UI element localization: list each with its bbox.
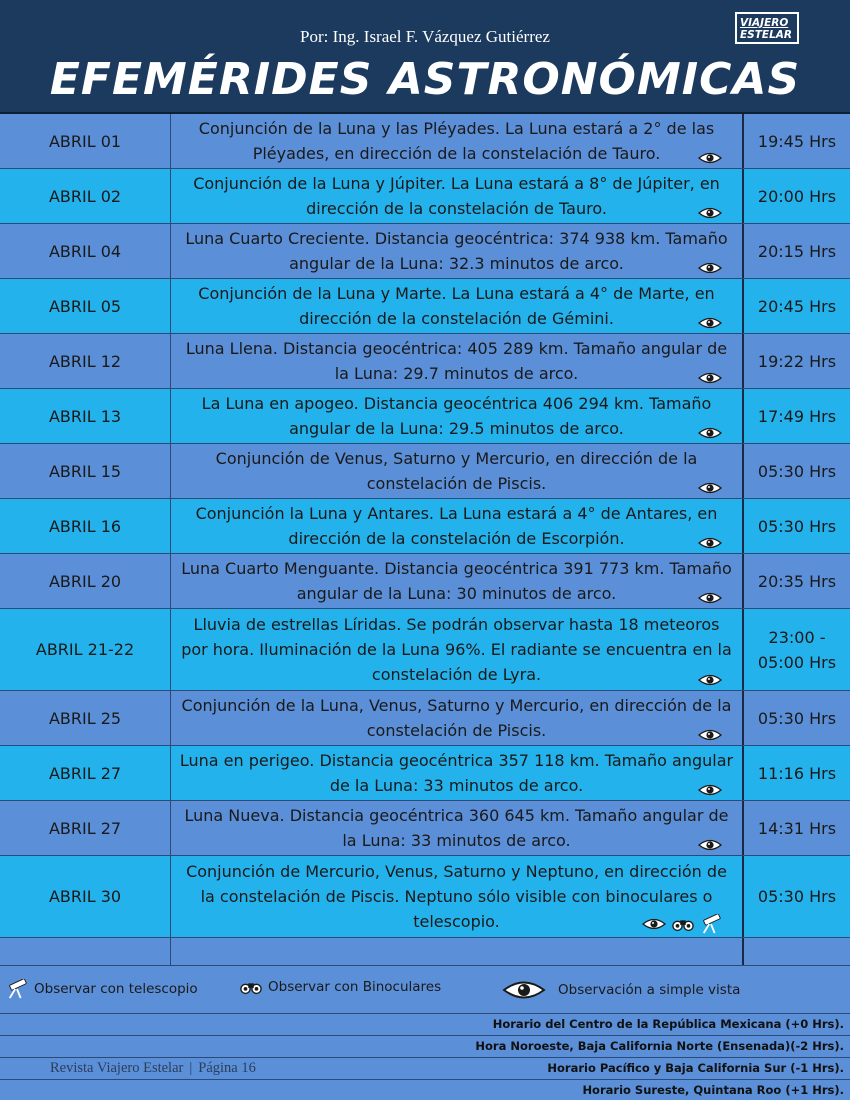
observation-icons bbox=[698, 728, 722, 742]
observation-icons bbox=[698, 838, 722, 852]
observation-icons bbox=[698, 591, 722, 605]
event-description bbox=[171, 224, 744, 278]
table-row bbox=[0, 609, 850, 691]
event-time: 19:22 Hrs bbox=[757, 351, 837, 371]
table-row bbox=[0, 444, 850, 499]
event-date: ABRIL 12 bbox=[0, 334, 171, 388]
event-date: ABRIL 27 bbox=[0, 746, 171, 800]
page-title: EFEMÉRIDES ASTRONÓMICAS bbox=[49, 54, 801, 105]
eye-icon bbox=[698, 481, 722, 495]
observation-icons bbox=[698, 783, 722, 797]
logo-line-2: ESTELAR bbox=[740, 29, 792, 41]
event-description bbox=[171, 334, 744, 388]
eye-icon bbox=[698, 536, 722, 550]
table-row bbox=[0, 499, 850, 554]
legend-eye bbox=[502, 979, 740, 1001]
legend-binoculars bbox=[240, 979, 441, 995]
eye-icon bbox=[698, 371, 722, 385]
event-description-text: Luna en perigeo. Distancia geocéntrica 357 118 km. Tamaño angular de la Luna: 33 minutos de arco. bbox=[179, 751, 734, 795]
event-description-text: Luna Llena. Distancia geocéntrica: 405 289 km. Tamaño angular de la Luna: 29.7 minutos de arco. bbox=[185, 339, 728, 383]
timezone-note: Hora Noroeste, Baja California Norte (Ensenada)(-2 Hrs). bbox=[0, 1035, 850, 1057]
event-time: 20:00 Hrs bbox=[757, 186, 837, 206]
eye-icon bbox=[642, 917, 666, 931]
event-description-text: Conjunción de la Luna y Júpiter. La Luna estará a 8° de Júpiter, en dirección de la constelación de Tauro. bbox=[193, 174, 720, 218]
event-time: 05:30 Hrs bbox=[757, 461, 837, 481]
event-description-text: Luna Nueva. Distancia geocéntrica 360 645 km. Tamaño angular de la Luna: 33 minutos de arco. bbox=[184, 806, 729, 850]
table-row bbox=[0, 334, 850, 389]
event-time: 20:15 Hrs bbox=[757, 241, 837, 261]
table-row bbox=[0, 279, 850, 334]
page-number: Página 16 bbox=[198, 1060, 256, 1076]
eye-icon bbox=[698, 673, 722, 687]
event-description-text: Luna Cuarto Creciente. Distancia geocéntrica: 374 938 km. Tamaño angular de la Luna: 32.3 minutos de arco. bbox=[185, 229, 728, 273]
observation-icons bbox=[698, 316, 722, 330]
legend-eye-label: Observación a simple vista bbox=[558, 982, 741, 998]
event-time: 23:00 - 05:00 Hrs bbox=[757, 627, 837, 672]
eye-icon bbox=[698, 316, 722, 330]
event-description bbox=[171, 499, 744, 553]
eye-icon bbox=[698, 426, 722, 440]
event-description-text: Conjunción de Mercurio, Venus, Saturno y Neptuno, en dirección de la constelación de Piscis. Neptuno sólo visible con binoculares o telescopio. bbox=[186, 862, 727, 931]
ephemeris-table bbox=[0, 114, 850, 966]
event-time: 05:30 Hrs bbox=[757, 887, 837, 906]
table-row bbox=[0, 856, 850, 938]
event-description-text: La Luna en apogeo. Distancia geocéntrica 406 294 km. Tamaño angular de la Luna: 29.5 minutos de arco. bbox=[201, 394, 712, 438]
observation-icons bbox=[698, 673, 722, 687]
event-time: 05:30 Hrs bbox=[757, 516, 837, 536]
event-date: ABRIL 02 bbox=[0, 169, 171, 223]
eye-icon bbox=[698, 783, 722, 797]
event-description bbox=[171, 169, 744, 223]
viajero-estelar-logo bbox=[735, 12, 799, 44]
observation-icons bbox=[642, 914, 722, 934]
event-date: ABRIL 15 bbox=[0, 444, 171, 498]
event-description bbox=[171, 691, 744, 745]
timezone-note: Horario Pacífico y Baja California Sur (-1 Hrs). bbox=[0, 1057, 850, 1079]
observation-icons bbox=[698, 371, 722, 385]
table-row bbox=[0, 224, 850, 279]
eye-icon bbox=[698, 151, 722, 165]
table-row bbox=[0, 554, 850, 609]
table-row bbox=[0, 746, 850, 801]
table-row bbox=[0, 691, 850, 746]
observation-icons bbox=[698, 151, 722, 165]
event-description bbox=[171, 746, 744, 800]
event-time: 20:35 Hrs bbox=[757, 571, 837, 591]
event-date: ABRIL 13 bbox=[0, 389, 171, 443]
page-header bbox=[0, 0, 850, 114]
event-description-text: Conjunción de la Luna, Venus, Saturno y Mercurio, en dirección de la constelación de Piscis. bbox=[181, 696, 732, 740]
eye-icon bbox=[698, 838, 722, 852]
table-row bbox=[0, 801, 850, 856]
event-description-text: Conjunción la Luna y Antares. La Luna estará a 4° de Antares, en dirección de la constelación de Escorpión. bbox=[195, 504, 718, 548]
table-row bbox=[0, 114, 850, 169]
observation-icons bbox=[698, 481, 722, 495]
eye-icon bbox=[698, 728, 722, 742]
event-date: ABRIL 30 bbox=[0, 856, 171, 937]
event-description-text: Conjunción de Venus, Saturno y Mercurio, en dirección de la constelación de Piscis. bbox=[215, 449, 698, 493]
event-date: ABRIL 25 bbox=[0, 691, 171, 745]
magazine-name: Revista Viajero Estelar bbox=[50, 1060, 184, 1076]
event-time: 05:30 Hrs bbox=[757, 708, 837, 728]
observation-icons bbox=[698, 261, 722, 275]
legend-binoculars-label: Observar con Binoculares bbox=[268, 979, 442, 995]
event-time: 17:49 Hrs bbox=[757, 406, 837, 426]
event-time: 11:16 Hrs bbox=[757, 763, 837, 783]
binoculars-icon bbox=[672, 916, 694, 932]
event-description bbox=[171, 856, 744, 937]
event-description bbox=[171, 389, 744, 443]
event-description-text: Luna Cuarto Menguante. Distancia geocéntrica 391 773 km. Tamaño angular de la Luna: 30 minutos de arco. bbox=[181, 559, 732, 603]
page-footer bbox=[50, 1060, 256, 1077]
event-description bbox=[171, 801, 744, 855]
eye-icon bbox=[698, 261, 722, 275]
event-date: ABRIL 04 bbox=[0, 224, 171, 278]
event-date: ABRIL 01 bbox=[0, 114, 171, 168]
event-description bbox=[171, 444, 744, 498]
eye-icon bbox=[502, 979, 546, 1001]
timezone-note: Horario Sureste, Quintana Roo (+1 Hrs). bbox=[0, 1079, 850, 1100]
event-description bbox=[171, 279, 744, 333]
telescope-icon bbox=[6, 979, 28, 999]
event-description-text: Conjunción de la Luna y Marte. La Luna estará a 4° de Marte, en dirección de la constelación de Gémini. bbox=[198, 284, 715, 328]
empty-cell bbox=[744, 938, 850, 965]
event-description bbox=[171, 114, 744, 168]
binoculars-icon bbox=[240, 979, 262, 995]
footer-separator: | bbox=[189, 1060, 193, 1076]
eye-icon bbox=[698, 591, 722, 605]
event-time: 14:31 Hrs bbox=[757, 818, 837, 838]
event-time: 20:45 Hrs bbox=[757, 296, 837, 316]
observation-icons bbox=[698, 426, 722, 440]
legend bbox=[0, 967, 850, 1013]
eye-icon bbox=[698, 206, 722, 220]
table-row bbox=[0, 389, 850, 444]
empty-cell bbox=[171, 938, 744, 965]
byline: Por: Ing. Israel F. Vázquez Gutiérrez bbox=[300, 27, 550, 46]
empty-cell bbox=[0, 938, 171, 965]
event-date: ABRIL 05 bbox=[0, 279, 171, 333]
observation-icons bbox=[698, 206, 722, 220]
table-row-empty bbox=[0, 938, 850, 966]
event-description-text: Conjunción de la Luna y las Pléyades. La Luna estará a 2° de las Pléyades, en dirección de la constelación de Tauro. bbox=[198, 119, 715, 163]
event-description-text: Lluvia de estrellas Líridas. Se podrán observar hasta 18 meteoros por hora. Iluminación de la Luna 96%. El radiante se encuentra en la constelación de Lyra. bbox=[181, 615, 732, 684]
logo-line-1: VIAJERO bbox=[740, 17, 789, 29]
legend-telescope-label: Observar con telescopio bbox=[34, 981, 198, 997]
event-date: ABRIL 21-22 bbox=[0, 609, 171, 690]
table-row bbox=[0, 169, 850, 224]
event-date: ABRIL 27 bbox=[0, 801, 171, 855]
event-date: ABRIL 20 bbox=[0, 554, 171, 608]
event-description bbox=[171, 554, 744, 608]
legend-telescope bbox=[6, 979, 198, 999]
timezone-note: Horario del Centro de la República Mexicana (+0 Hrs). bbox=[0, 1013, 850, 1035]
event-description bbox=[171, 609, 744, 690]
telescope-icon bbox=[700, 914, 722, 934]
event-date: ABRIL 16 bbox=[0, 499, 171, 553]
event-time: 19:45 Hrs bbox=[757, 131, 837, 151]
observation-icons bbox=[698, 536, 722, 550]
